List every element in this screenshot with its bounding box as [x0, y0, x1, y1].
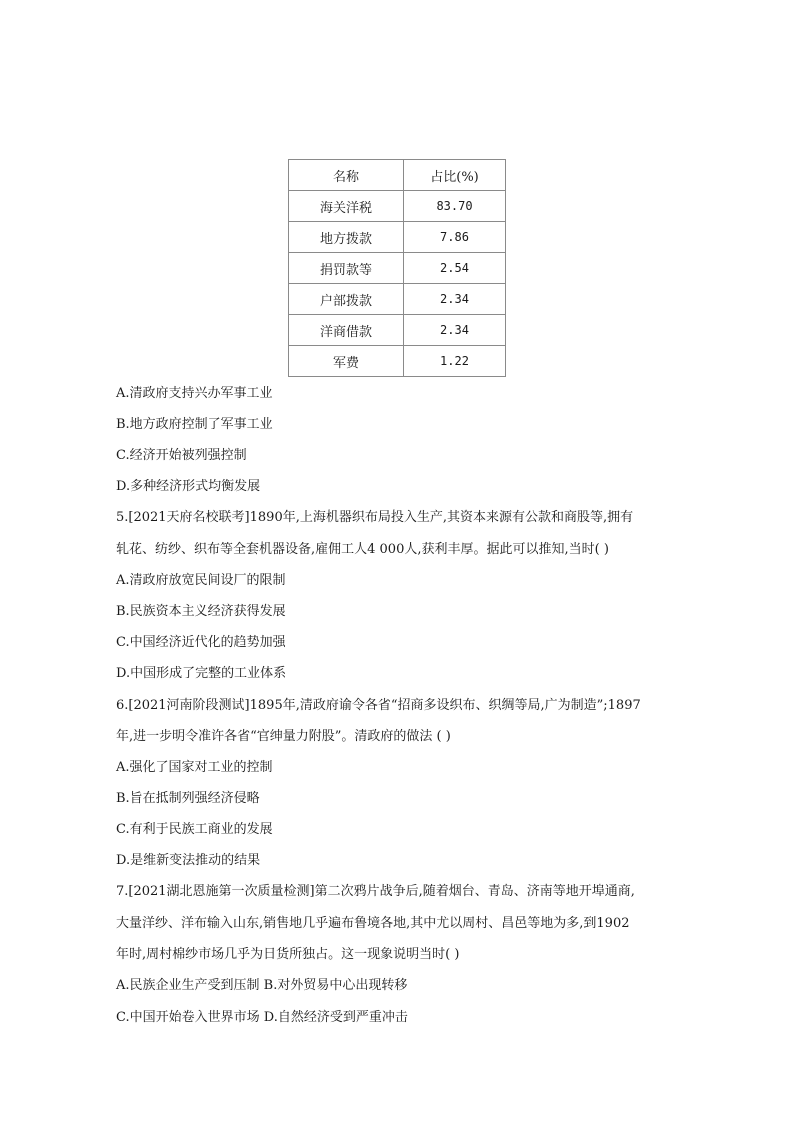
- q5-option-b: B.民族资本主义经济获得发展: [116, 604, 286, 619]
- q7-options-row: A.民族企业生产受到压制 B.对外贸易中心出现转移: [116, 978, 408, 993]
- q4-option-d: D.多种经济形式均衡发展: [116, 479, 261, 494]
- table-cell-name: 洋商借款: [289, 315, 404, 346]
- q4-option-a: A.清政府支持兴办军事工业: [116, 386, 273, 401]
- table-row: [289, 315, 506, 346]
- table-cell-ratio: 1.22: [404, 346, 506, 377]
- q4-option-c: C.经济开始被列强控制: [116, 448, 247, 463]
- q6-stem-line: 年,进一步明令准许各省“官绅量力附股”。清政府的做法 ( ): [116, 729, 451, 744]
- table-header-cell: 名称: [289, 160, 404, 191]
- q6-option-c: C.有利于民族工商业的发展: [116, 822, 273, 837]
- q7-stem-line: 7.[2021湖北恩施第一次质量检测]第二次鸦片战争后,随着烟台、青岛、济南等地开埠通商,: [116, 884, 635, 899]
- table-cell-name: 捐罚款等: [289, 253, 404, 284]
- table-cell-ratio: 2.34: [404, 315, 506, 346]
- table-cell-ratio: 2.34: [404, 284, 506, 315]
- q6-option-b: B.旨在抵制列强经济侵略: [116, 791, 260, 806]
- q5-stem-line: 5.[2021天府名校联考]1890年,上海机器织布局投入生产,其资本来源有公款和商股等,拥有: [116, 510, 634, 525]
- table-cell-name: 地方拨款: [289, 222, 404, 253]
- table-cell-ratio: 7.86: [404, 222, 506, 253]
- table-header-cell: 占比(%): [404, 160, 506, 191]
- table-cell-ratio: 2.54: [404, 253, 506, 284]
- table-row: [289, 191, 506, 222]
- q5-stem-line: 轧花、纺纱、织布等全套机器设备,雇佣工人4 000人,获利丰厚。据此可以推知,当时( ): [116, 542, 609, 557]
- data-table: [288, 159, 506, 377]
- q5-option-a: A.清政府放宽民间设厂的限制: [116, 573, 286, 588]
- q6-stem-line: 6.[2021河南阶段测试]1895年,清政府谕令各省“招商多设织布、织绸等局,广为制造”;1897: [116, 698, 641, 713]
- table-cell-name: 军费: [289, 346, 404, 377]
- q6-option-a: A.强化了国家对工业的控制: [116, 760, 273, 775]
- q5-option-d: D.中国形成了完整的工业体系: [116, 666, 287, 681]
- q7-stem-line: 大量洋纱、洋布输入山东,销售地几乎遍布鲁境各地,其中尤以周村、昌邑等地为多,到1902: [116, 916, 630, 931]
- table-cell-name: 户部拨款: [289, 284, 404, 315]
- table-cell-ratio: 83.70: [404, 191, 506, 222]
- q5-option-c: C.中国经济近代化的趋势加强: [116, 635, 286, 650]
- table-row: [289, 222, 506, 253]
- table-row: [289, 346, 506, 377]
- table-row: [289, 284, 506, 315]
- q6-option-d: D.是维新变法推动的结果: [116, 853, 261, 868]
- table-cell-name: 海关洋税: [289, 191, 404, 222]
- q4-option-b: B.地方政府控制了军事工业: [116, 417, 273, 432]
- table-header-row: [289, 160, 506, 191]
- table-row: [289, 253, 506, 284]
- q7-options-row: C.中国开始卷入世界市场 D.自然经济受到严重冲击: [116, 1010, 408, 1025]
- q7-stem-line: 年时,周村棉纱市场几乎为日货所独占。这一现象说明当时( ): [116, 947, 460, 962]
